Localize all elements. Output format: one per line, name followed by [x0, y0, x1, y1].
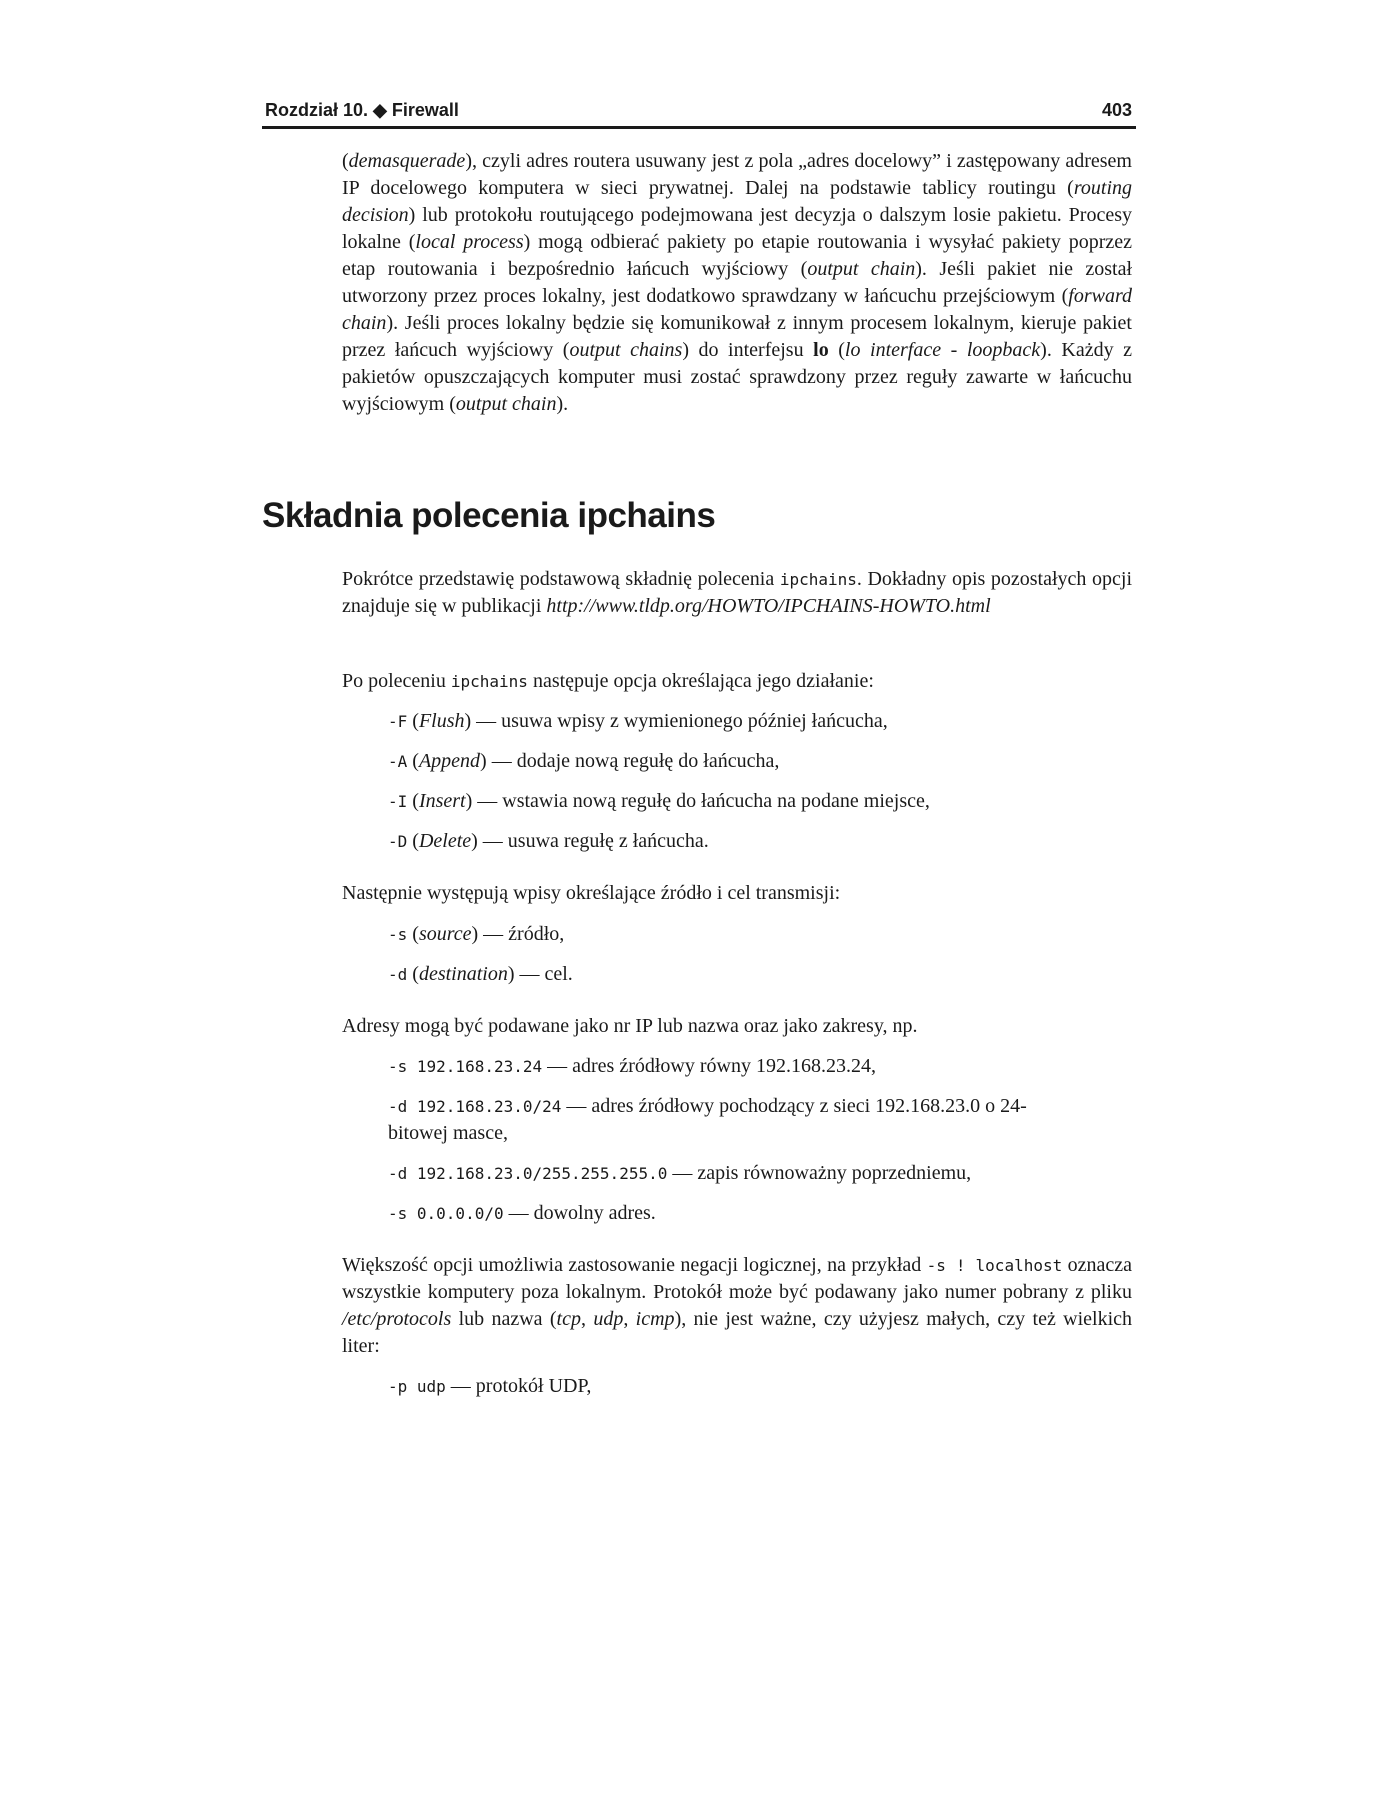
option-item: -D (Delete) — usuwa regułę z łańcucha. [388, 830, 709, 852]
interface-name: lo [813, 339, 829, 361]
term: local process [415, 231, 524, 253]
option-item: -s (source) — źródło, [388, 923, 565, 945]
paragraph-intro: Pokrótce przedstawię podstawową składnię polecenia ipchains. Dokładny opis pozostałych opcji znajduje się w publikacji http://www.tldp.org/HOWTO/IPCHAINS-HOWTO.html [342, 568, 1132, 617]
command-name: ipchains [779, 570, 857, 589]
page-number: 403 [1101, 100, 1132, 120]
protocol-code: -p udp [388, 1377, 446, 1396]
option-name: Flush [418, 710, 465, 732]
term: forward chain [342, 285, 1132, 334]
protocol-name: tcp [556, 1308, 581, 1330]
paragraph-negation: Większość opcji umożliwia zastosowanie negacji logicznej, na przykład -s ! localhost oznacza wszystkie komputery poza lokalnym. Protokół może być podawany jako numer pobrany z pliku /etc/protocols lub nazwa (tcp, udp, icmp), nie jest ważne, czy użyjesz małych, czy też wielkich liter: [342, 1254, 1133, 1357]
howto-link[interactable]: http://www.tldp.org/HOWTO/IPCHAINS-HOWTO.html [546, 595, 991, 617]
term: output chain [807, 258, 916, 280]
protocol-name: icmp [635, 1308, 675, 1330]
address-code: -d 192.168.23.0/24 [388, 1097, 562, 1116]
chapter-title: Rozdział 10. ◆ Firewall [265, 100, 459, 120]
command-name: ipchains [450, 672, 528, 691]
paragraph-options-intro: Po poleceniu ipchains następuje opcja określająca jego działanie: [342, 670, 874, 692]
term: lo interface - loopback [844, 339, 1041, 361]
negation-example: -s ! localhost [926, 1256, 1063, 1275]
running-header [262, 98, 1136, 129]
section-heading: Składnia polecenia ipchains [262, 496, 716, 535]
address-item: -s 192.168.23.24 — adres źródłowy równy 192.168.23.24, [388, 1055, 876, 1077]
option-flag: -s [388, 925, 408, 944]
term: output chain [455, 393, 557, 415]
option-flag: -F [388, 712, 408, 731]
option-flag: -A [388, 752, 408, 771]
address-code: -s 0.0.0.0/0 [388, 1204, 504, 1223]
option-name: Append [418, 750, 481, 772]
paragraph-routing: (demasquerade), czyli adres routera usuwany jest z pola „adres docelowy” i zastępowany adresem IP docelowego komputera w sieci prywatnej. Dalej na podstawie tablicy routingu (routing decision) lub protokołu routującego podejmowana jest decyzja o dalszym losie pakietu. Procesy lokalne (local process) mogą odbierać pakiety po etapie routowania i wysyłać pakiety poprzez etap routowania i bezpośrednio łańcuch wyjściowy (output chain). Jeśli pakiet nie został utworzony przez proces lokalny, jest dodatkowo sprawdzany w łańcuchu przejściowym (forward chain). Jeśli proces lokalny będzie się komunikował z innym procesem lokalnym, kieruje pakiet przez łańcuch wyjściowy (output chains) do interfejsu lo (lo interface - loopback). Każdy z pakietów opuszczających komputer musi zostać sprawdzony przez reguły zawarte w łańcuchu wyjściowym (output chain). [342, 150, 1132, 415]
option-item: -d (destination) — cel. [388, 963, 573, 985]
option-name: Delete [418, 830, 472, 852]
term: demasquerade [348, 150, 466, 172]
paragraph-source-dest: Następnie występują wpisy określające źródło i cel transmisji: [342, 882, 841, 904]
address-code: -s 192.168.23.24 [388, 1057, 543, 1076]
protocol-item: -p udp — protokół UDP, [388, 1375, 592, 1397]
term: output chains [569, 339, 683, 361]
option-item: -F (Flush) — usuwa wpisy z wymienionego później łańcucha, [388, 710, 888, 732]
address-item: -s 0.0.0.0/0 — dowolny adres. [388, 1202, 656, 1224]
option-item: -I (Insert) — wstawia nową regułę do łańcucha na podane miejsce, [388, 790, 930, 812]
option-flag: -I [388, 792, 408, 811]
paragraph-addresses: Adresy mogą być podawane jako nr IP lub nazwa oraz jako zakresy, np. [342, 1015, 918, 1037]
file-path: /etc/protocols [342, 1308, 452, 1330]
option-item: -A (Append) — dodaje nową regułę do łańcucha, [388, 750, 780, 772]
address-item: -d 192.168.23.0/255.255.255.0 — zapis równoważny poprzedniemu, [388, 1162, 972, 1184]
option-flag: -d [388, 965, 408, 984]
protocol-name: udp [593, 1308, 624, 1330]
term: routing decision [342, 177, 1132, 226]
option-name: Insert [418, 790, 466, 812]
option-name: source [418, 923, 472, 945]
address-code: -d 192.168.23.0/255.255.255.0 [388, 1164, 668, 1183]
option-flag: -D [388, 832, 408, 851]
option-name: destination [418, 963, 508, 985]
address-item: -d 192.168.23.0/24 — adres źródłowy pochodzący z sieci 192.168.23.0 o 24-bitowej masce, [388, 1095, 1027, 1144]
